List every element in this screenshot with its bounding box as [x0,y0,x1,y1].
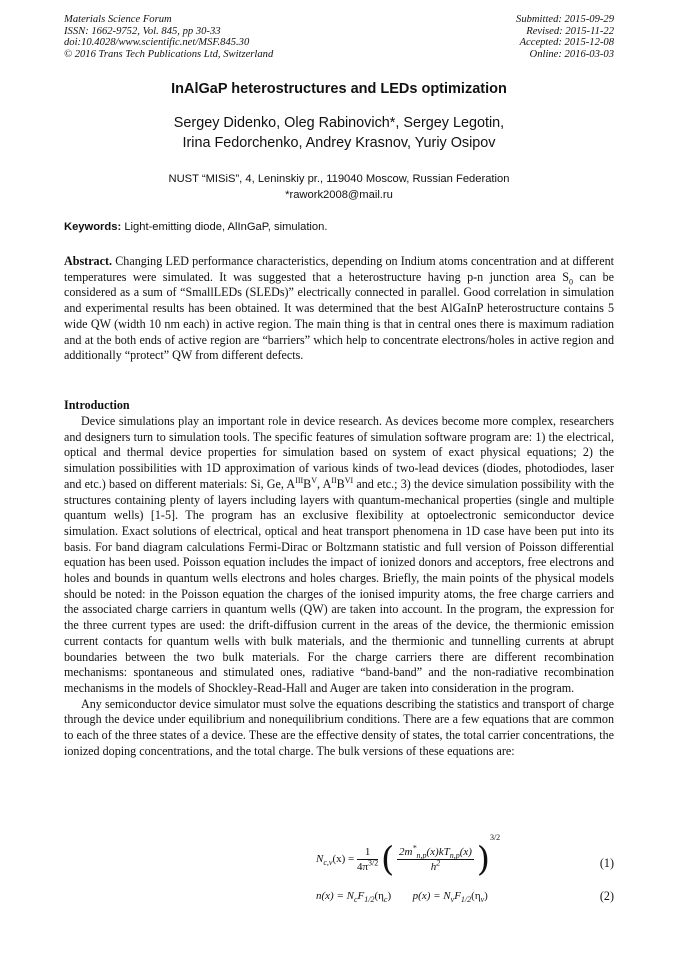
author-list [0,113,678,153]
abstract-text: Changing LED performance characteristics, depending on Indium atoms concentration and at different temperatures were simulated. It was suggested that a heterostructure having p-n junction area S [64,254,614,284]
journal-copyright: © 2016 Trans Tech Publications Ltd, Switzerland [64,48,274,60]
abstract-subscript: 0 [568,277,573,287]
equation-number: (1) [599,856,614,870]
equation-2: $n(x) = N_cF_{1/2}(\eta_c) p(x) = N_vF_{1/2}(\eta_v)$ [316,890,488,905]
abstract-label: Abstract. [64,254,113,268]
journal-header [64,14,273,60]
date-revised: Revised: 2015-11-22 [526,25,614,37]
affiliation-address: NUST “MISiS”, 4, Leninskiy pr., 119040 Moscow, Russian Federation [168,173,510,185]
abstract-text: can be considered as a sum of “SmallLEDs (SLEDs)” electrically connected in parallel. Good correlation in simulation and experimental results has been obtained. It was determined that the best AlGaInP heterostructure contains 5 wide QW (width 10 nm each) in active region. The main thing is that in central ones there is maximum radiation and at the both ends of active region are “barriers” which help to concentrate electrons/holes in active region and additionally “protect” QW from different defects. [64,269,614,363]
keywords-text: Light-emitting diode, AlInGaP, simulation. [124,221,328,233]
keywords-label: Keywords: [64,221,122,233]
keywords [64,221,327,233]
date-submitted: Submitted: 2015-09-29 [516,14,614,25]
journal-name: Materials Science Forum [64,14,172,25]
date-online: Online: 2016-03-03 [529,48,614,60]
equation-1: $N_{c,v}(x)$ = $\frac{1}{4\pi^{3/2}}$ ( $\frac{2m^*_{n,p}(x)kT_{n,p}(x)}{h^2}$ )$^{3/2}$ [316,833,501,880]
corresponding-email: *rawork2008@mail.ru [285,189,393,201]
equation-number: (2) [599,889,614,903]
introduction-body [64,414,614,759]
date-accepted: Accepted: 2015-12-08 [519,37,614,49]
author-line: Sergey Didenko, Oleg Rabinovich*, Sergey Legotin, [173,115,505,131]
abstract [64,254,614,364]
affiliation [0,171,678,203]
dates-header [516,14,614,60]
journal-doi: doi:10.4028/www.scientific.net/MSF.845.30 [64,37,250,49]
author-line: Irina Fedorchenko, Andrey Krasnov, Yuriy Osipov [182,135,496,151]
paper-title: InAlGaP heterostructures and LEDs optimization [171,81,507,97]
journal-issn: ISSN: 1662-9752, Vol. 845, pp 30-33 [64,25,221,37]
paragraph: Device simulations play an important role in device research. As devices become more complex, researchers and designers turn to simulation tools. The specific features of simulation software program are: 1) the electrical, optical and thermal device properties for simulation based on system of exact physical equations; 2) the simulation possibilities with 1D approximation of various kinds of two-lead devices (diodes, photodiodes, laser and etc.) based on different materials: Si, Ge, $A^{III}B^V$, $A^{II}B^{VI}$ and etc.; 3) the device simulation possibility with the structures containing plenty of layers including layers with quantum-mechanical properties (single and multiple quantum wells) [1-5]. The program has an exclusive flexibility at optoelectronic semiconductor device simulation. Exact solutions of electrical, optical and heat transport phenomena in 1D case have been put into its basis. For band diagram calculations Fermi-Dirac or Boltzmann statistic and full version of Poisson differential equation has been used. Poisson equation includes the impact of ionized donors and acceptors, free electrons and holes and bounds in quantum wells electrons and holes charges. Briefly, the main points of the physical models should be noted: in the Poisson equation the charges of the ionised impurity atoms, the free charge carriers and the associated charge carriers in quantum wells (QW) are taken into account. In the program, the expression for the three current types are used: the drift-diffusion current in the areas of the device, the thermionic emission current contacts for quantum wells with bulk materials, and the thermionic and tunnelling currents at abrupt boundaries between the two bulk materials. For the charge carriers there are different recombination mechanisms: spontaneous and stimulated ones, radiative “band-band” and the non-radiative recombination mechanisms in the models of Shockley-Read-Hall and Auger are taken into consideration in the program. [64,414,614,695]
section-heading: Introduction [64,398,130,412]
paragraph: Any semiconductor device simulator must solve the equations describing the statistics and transport of charge through the device under equilibrium and nonequilibrium conditions. There are a few equations that are common to each of the three states of a device. These are the effective density of states, the total carrier concentrations, the ionized doping concentrations, and the total charge. The bulk versions of these equations are: [64,696,614,758]
